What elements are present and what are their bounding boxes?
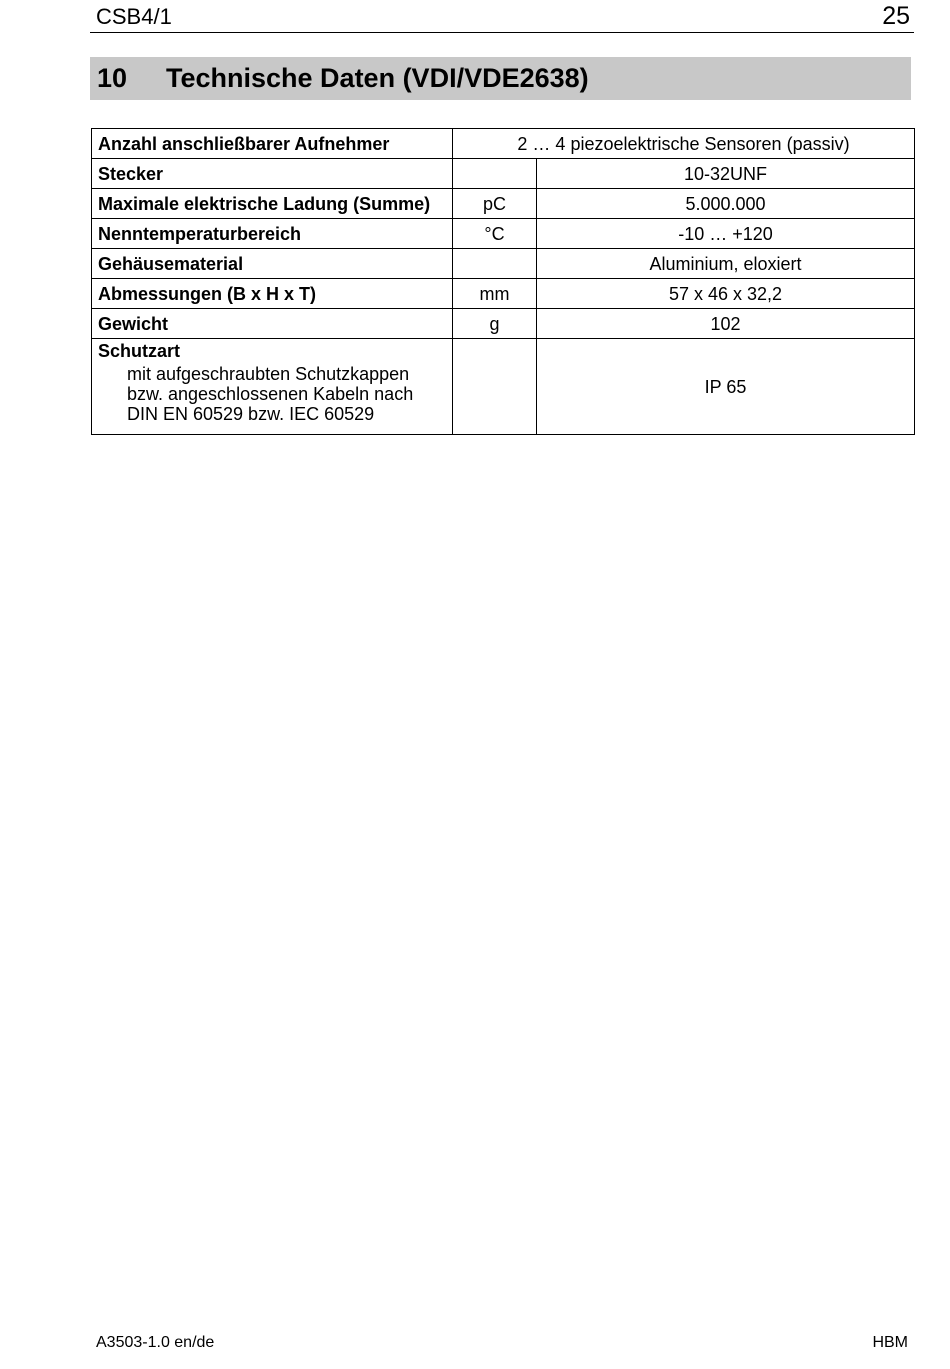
- page-header: [90, 0, 914, 33]
- spec-label: Maximale elektrische Ladung (Summe): [92, 189, 453, 219]
- table-row: [92, 339, 915, 435]
- spec-label: Nenntemperaturbereich: [92, 219, 453, 249]
- section-heading: [90, 57, 911, 100]
- spec-label: Stecker: [92, 159, 453, 189]
- table-row: [92, 309, 915, 339]
- protection-note: [98, 364, 446, 424]
- spec-unit: °C: [453, 219, 537, 249]
- page-number: 25: [882, 2, 910, 30]
- section-number: 10: [97, 63, 128, 93]
- spec-label: Gehäusematerial: [92, 249, 453, 279]
- protection-note-line: mit aufgeschraubten Schutzkappen: [127, 364, 410, 384]
- spec-label: Anzahl anschließbarer Aufnehmer: [92, 129, 453, 159]
- spec-label: Abmessungen (B x H x T): [92, 279, 453, 309]
- page-footer: [90, 1334, 910, 1356]
- spec-value: IP 65: [537, 339, 915, 435]
- spec-value: 2 … 4 piezoelektrische Sensoren (passiv): [453, 129, 915, 159]
- table-row: [92, 279, 915, 309]
- spec-value: -10 … +120: [537, 219, 915, 249]
- spec-label: Gewicht: [92, 309, 453, 339]
- document-number: A3503-1.0 en/de: [96, 1334, 215, 1351]
- spec-unit: g: [453, 309, 537, 339]
- spec-label-protection: [92, 339, 453, 435]
- table-row: [92, 159, 915, 189]
- table-row: [92, 219, 915, 249]
- table-row: [92, 189, 915, 219]
- protection-label: Schutzart: [98, 341, 181, 361]
- spec-unit: [453, 249, 537, 279]
- spec-unit: [453, 159, 537, 189]
- spec-unit: mm: [453, 279, 537, 309]
- document-id: CSB4/1: [96, 4, 172, 29]
- technical-data-table: [91, 128, 915, 435]
- spec-value: 57 x 46 x 32,2: [537, 279, 915, 309]
- table-row: [92, 249, 915, 279]
- spec-unit: [453, 339, 537, 435]
- protection-note-line: DIN EN 60529 bzw. IEC 60529: [127, 404, 375, 424]
- spec-value: 5.000.000: [537, 189, 915, 219]
- company-name: HBM: [872, 1334, 908, 1351]
- spec-value: Aluminium, eloxiert: [537, 249, 915, 279]
- spec-value: 102: [537, 309, 915, 339]
- protection-note-line: bzw. angeschlossenen Kabeln nach: [127, 384, 414, 404]
- spec-value: 10-32UNF: [537, 159, 915, 189]
- section-title: Technische Daten (VDI/VDE2638): [166, 63, 589, 93]
- table-row: [92, 129, 915, 159]
- spec-unit: pC: [453, 189, 537, 219]
